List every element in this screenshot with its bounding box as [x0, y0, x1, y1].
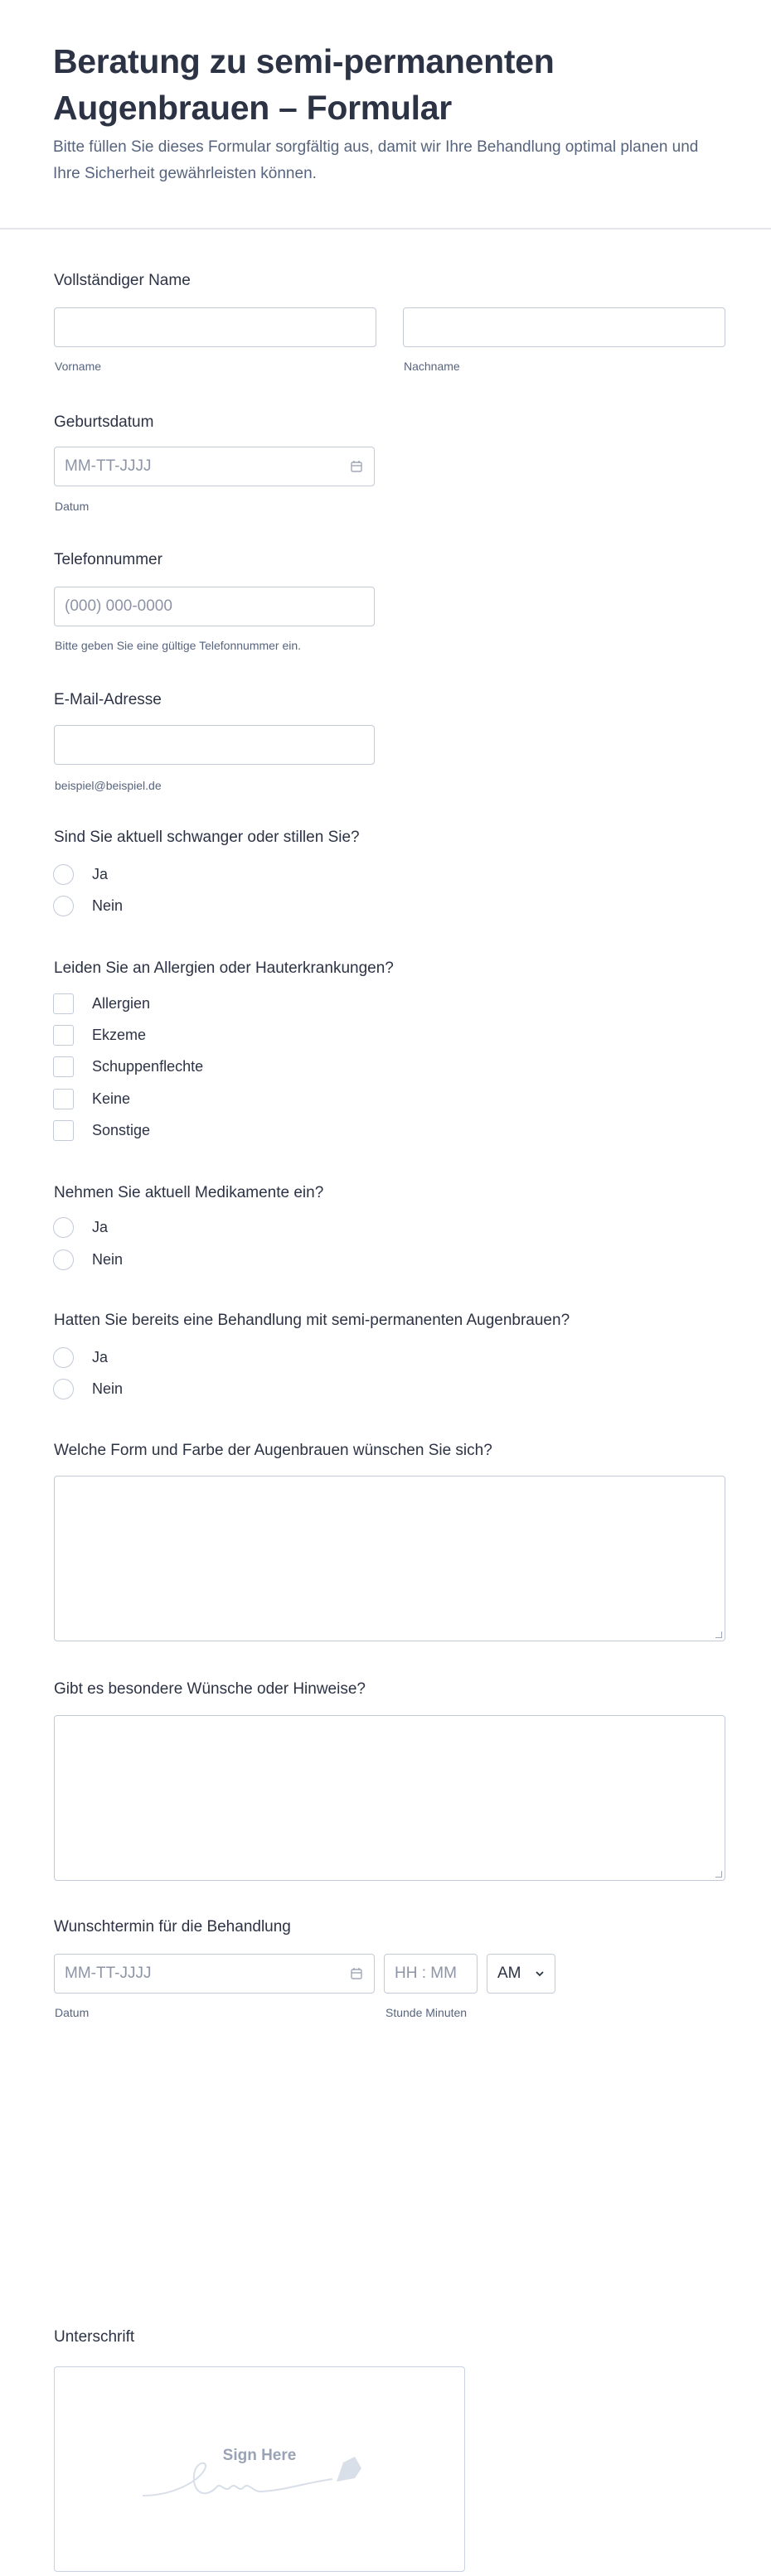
allergies-option-ekzeme[interactable] [53, 1024, 146, 1046]
medication-option-ja[interactable] [53, 1216, 108, 1238]
radio-button[interactable] [53, 1347, 74, 1368]
prior-treatment-question: Hatten Sie bereits eine Behandlung mit semi-permanenten Augenbrauen? [54, 1312, 570, 1329]
first-name-input[interactable] [54, 307, 376, 347]
radio-button[interactable] [53, 864, 74, 885]
birthdate-placeholder: MM-TT-JJJJ [65, 457, 152, 475]
option-label: Ja [92, 865, 109, 882]
checkbox[interactable] [53, 1056, 74, 1077]
phone-input[interactable] [54, 587, 375, 626]
birthdate-label: Geburtsdatum [54, 413, 154, 431]
medication-question: Nehmen Sie aktuell Medikamente ein? [54, 1184, 324, 1201]
pregnant-option-nein[interactable] [53, 895, 123, 916]
option-label: Nein [92, 1380, 124, 1397]
shape-question: Welche Form und Farbe der Augenbrauen wünschen Sie sich? [54, 1442, 492, 1459]
last-name-input[interactable] [403, 307, 725, 347]
chevron-down-icon [535, 1970, 545, 1977]
appointment-time-input[interactable] [384, 1954, 478, 1994]
allergies-question: Leiden Sie an Allergien oder Hauterkrankungen? [54, 959, 394, 977]
allergies-option-keine[interactable] [53, 1088, 130, 1109]
full-name-label: Vollständiger Name [54, 272, 191, 289]
pregnant-option-ja[interactable] [53, 863, 108, 885]
last-name-sublabel: Nachname [404, 360, 460, 373]
phone-label: Telefonnummer [54, 551, 162, 568]
resize-handle[interactable] [715, 1631, 722, 1638]
option-label: Allergien [92, 994, 151, 1012]
option-label: Sonstige [92, 1121, 151, 1138]
checkbox[interactable] [53, 993, 74, 1014]
option-label: Nein [92, 1250, 124, 1268]
email-label: E-Mail-Adresse [54, 691, 162, 708]
form-title: Beratung zu semi-permanenten Augenbrauen – Formular [53, 42, 555, 127]
checkbox[interactable] [53, 1025, 74, 1046]
appointment-date-input[interactable] [54, 1954, 375, 1994]
radio-button[interactable] [53, 1217, 74, 1238]
notes-textarea[interactable] [54, 1715, 725, 1881]
appointment-label: Wunschtermin für die Behandlung [54, 1918, 291, 1936]
header-divider [0, 228, 771, 230]
appointment-date-placeholder: MM-TT-JJJJ [65, 1965, 152, 1982]
email-help: beispiel@beispiel.de [55, 779, 162, 792]
prior-option-nein[interactable] [53, 1378, 123, 1399]
option-label: Ekzeme [92, 1026, 147, 1043]
option-label: Ja [92, 1218, 109, 1235]
checkbox[interactable] [53, 1089, 74, 1109]
option-label: Schuppenflechte [92, 1057, 204, 1075]
option-label: Ja [92, 1348, 109, 1365]
allergies-option-sonstige[interactable] [53, 1119, 150, 1141]
allergies-option-allergien[interactable] [53, 993, 150, 1014]
form-subtitle: Bitte füllen Sie dieses Formular sorgfältig aus, damit wir Ihre Behandlung optimal planen und Ihre Sicherheit gewährleisten können. [53, 138, 699, 182]
medication-option-nein[interactable] [53, 1249, 123, 1270]
calendar-icon[interactable] [349, 459, 364, 474]
option-label: Keine [92, 1090, 131, 1107]
signature-pad[interactable] [54, 2366, 465, 2572]
first-name-sublabel: Vorname [55, 360, 102, 373]
birthdate-input[interactable] [54, 447, 375, 486]
option-label: Nein [92, 897, 124, 914]
pregnant-question: Sind Sie aktuell schwanger oder stillen Sie? [54, 829, 360, 846]
resize-handle[interactable] [715, 1871, 722, 1878]
phone-placeholder: (000) 000-0000 [65, 597, 172, 615]
notes-question: Gibt es besondere Wünsche oder Hinweise? [54, 1680, 366, 1698]
appointment-time-sublabel: Stunde Minuten [386, 2006, 468, 2019]
phone-help: Bitte geben Sie eine gültige Telefonnummer ein. [55, 639, 302, 652]
ampm-select[interactable] [487, 1954, 555, 1994]
appointment-time-placeholder: HH : MM [395, 1965, 457, 1982]
radio-button[interactable] [53, 896, 74, 916]
email-input[interactable] [54, 725, 375, 765]
allergies-option-schuppenflechte[interactable] [53, 1056, 203, 1077]
checkbox[interactable] [53, 1120, 74, 1141]
shape-textarea[interactable] [54, 1476, 725, 1641]
appointment-date-sublabel: Datum [55, 2006, 90, 2019]
ampm-value: AM [497, 1965, 521, 1982]
radio-button[interactable] [53, 1379, 74, 1399]
signature-label: Unterschrift [54, 2328, 135, 2346]
birthdate-sublabel: Datum [55, 500, 90, 513]
prior-option-ja[interactable] [53, 1346, 108, 1368]
sign-here-placeholder: Sign Here [222, 2447, 297, 2464]
calendar-icon[interactable] [349, 1966, 364, 1981]
radio-button[interactable] [53, 1249, 74, 1270]
